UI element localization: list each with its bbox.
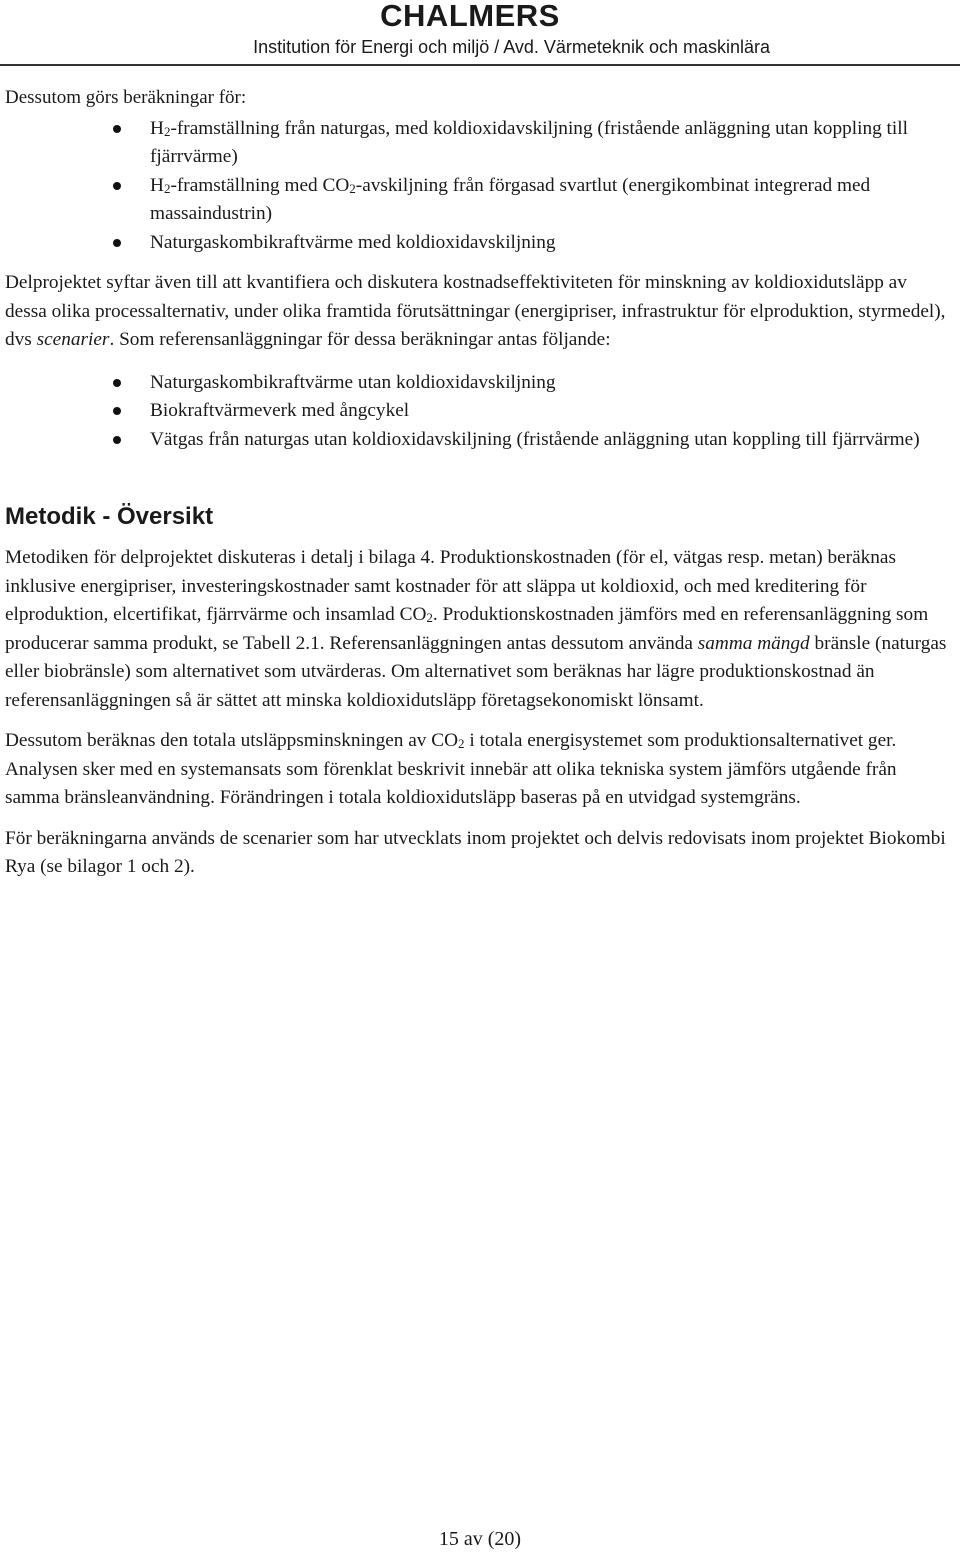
intro-text: Dessutom görs beräkningar för: xyxy=(5,87,247,108)
spacer xyxy=(5,454,950,502)
paragraph-scenarios: För beräkningarna används de scenarier som har utvecklats inom projektet och delvis redovisats inom projektet Biokombi Rya (se bilagor 1 och 2). xyxy=(5,827,946,877)
brand-logo-text: CHALMERS xyxy=(380,0,560,33)
list-item: $H_2$-framställning från naturgas, med koldioxidavskiljning (fristående anläggning utan koppling till fjärrvärme) xyxy=(150,115,950,172)
spacer xyxy=(5,257,950,269)
reference-plant-list xyxy=(5,369,950,455)
spacer xyxy=(5,355,950,367)
paragraph-emissions: Dessutom beräknas den totala utsläppsminskningen av $CO_2$ i totala energisystemet som produktionsalternativet ger. Analysen sker med en systemansats som förenklat beskrivit innebär att olika tekniska system jämförs utgående från samma bränsleanvändning. Förändringen i totala koldioxidutsläpp baseras på en utvidgad systemgräns. xyxy=(5,730,897,808)
paragraph-method: Metodiken för delprojektet diskuteras i detalj i bilaga 4. Produktionskostnaden (för el, vätgas resp. metan) beräknas inklusive energipriser, investeringskostnader samt kostnader för att släppa ut koldioxid, och med kreditering för elproduktion, elcertifikat, fjärrvärme och insamlad $CO_2$. Produktionskostnaden jämförs med en referensanläggning som producerar samma produkt, se Tabell 2.1. Referensanläggningen antas dessutom använda samma mängd bränsle (naturgas eller biobränsle) som alternativet som utvärderas. Om alternativet som beräknas har lägre produktionskostnad än referensanläggningen så är sättet att minska koldioxidutsläpp företagsekonomiskt lönsamt. xyxy=(5,547,947,711)
document-body xyxy=(5,84,950,882)
page-header xyxy=(0,0,960,64)
list-item: $H_2$-framställning med $CO_2$-avskiljning från förgasad svartlut (energikombinat integrerad med massaindustrin) xyxy=(150,172,950,229)
list-item: Naturgaskombikraftvärme med koldioxidavskiljning xyxy=(150,229,950,258)
list-item: Vätgas från naturgas utan koldioxidavskiljning (fristående anläggning utan koppling till fjärrvärme) xyxy=(150,426,950,455)
section-heading: Metodik - Översikt xyxy=(5,503,214,530)
institution-name: Institution för Energi och miljö / Avd. Värmeteknik och maskinlära xyxy=(253,37,770,57)
page-number: 15 av (20) xyxy=(438,1528,522,1550)
header-divider xyxy=(0,64,960,66)
list-item: Naturgaskombikraftvärme utan koldioxidavskiljning xyxy=(150,369,950,398)
list-item: Biokraftvärmeverk med ångcykel xyxy=(150,397,950,426)
spacer xyxy=(5,813,950,825)
paragraph-purpose: Delprojektet syftar även till att kvantifiera och diskutera kostnadseffektiviteten för minskning av koldioxidutsläpp av dessa olika processalternativ, under olika framtida förutsättningar (energipriser, infrastruktur för elproduktion, styrmedel), dvs scenarier. Som referensanläggningar för dessa beräkningar antas följande: xyxy=(5,272,946,350)
spacer xyxy=(5,532,950,544)
spacer xyxy=(5,715,950,727)
calculation-list xyxy=(5,115,950,258)
